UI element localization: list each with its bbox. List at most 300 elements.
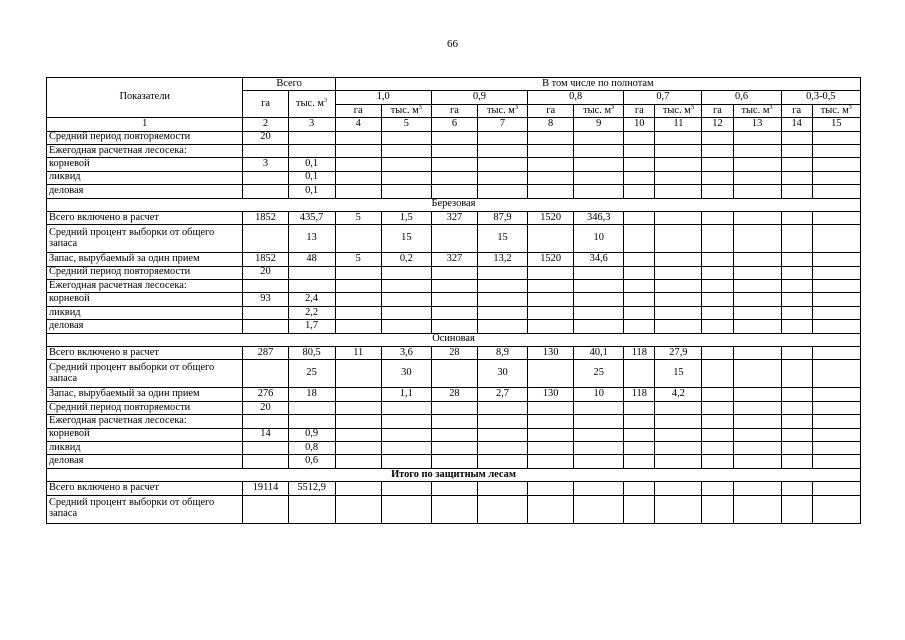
table-cell [288, 415, 335, 428]
table-cell [733, 347, 781, 360]
table-cell [812, 306, 860, 319]
table-cell [431, 360, 477, 388]
table-cell: 1,5 [381, 211, 431, 224]
table-cell [381, 185, 431, 198]
density-ha-header: га [431, 104, 477, 117]
table-cell [655, 225, 702, 253]
table-cell: 10 [574, 388, 624, 401]
table-row [47, 441, 861, 454]
table-cell [335, 131, 381, 144]
table-cell [812, 171, 860, 184]
table-row [47, 185, 861, 198]
table-cell [528, 455, 574, 468]
table-cell [431, 320, 477, 333]
table-cell [335, 320, 381, 333]
table-cell [702, 388, 733, 401]
density-ha-header: га [528, 104, 574, 117]
table-cell [477, 415, 527, 428]
table-cell [477, 455, 527, 468]
table-cell: 327 [431, 253, 477, 266]
column-number: 12 [702, 118, 733, 131]
table-cell [624, 144, 655, 157]
table-cell [781, 415, 812, 428]
table-cell [243, 225, 288, 253]
table-cell [781, 266, 812, 279]
table-cell [781, 495, 812, 523]
table-cell: 15 [477, 225, 527, 253]
table-cell: 11 [335, 347, 381, 360]
table-cell: 13 [288, 225, 335, 253]
table-cell [733, 401, 781, 414]
indicators-header: Показатели [47, 78, 243, 118]
table-cell [781, 482, 812, 495]
table-row [47, 225, 861, 253]
table-cell: 80,5 [288, 347, 335, 360]
table-cell [812, 131, 860, 144]
table-cell: 27,9 [655, 347, 702, 360]
table-cell: 28 [431, 347, 477, 360]
table-cell [335, 171, 381, 184]
table-cell [381, 171, 431, 184]
table-cell [812, 144, 860, 157]
table-cell [702, 158, 733, 171]
table-cell [733, 428, 781, 441]
table-cell [812, 441, 860, 454]
table-cell [812, 293, 860, 306]
table-cell [574, 306, 624, 319]
table-cell: 130 [528, 388, 574, 401]
table-row [47, 280, 861, 293]
table-cell [781, 320, 812, 333]
table-cell [781, 401, 812, 414]
table-cell [624, 482, 655, 495]
table-cell [624, 455, 655, 468]
table-row [47, 211, 861, 224]
table-cell [335, 225, 381, 253]
row-label: деловая [47, 320, 243, 333]
row-label: Средний процент выборки от общего запаса [47, 225, 243, 253]
table-cell [624, 131, 655, 144]
table-cell [243, 415, 288, 428]
table-cell [243, 185, 288, 198]
table-cell: 0,1 [288, 158, 335, 171]
table-cell [733, 144, 781, 157]
table-cell: 15 [655, 360, 702, 388]
table-cell: 10 [574, 225, 624, 253]
table-cell: 28 [431, 388, 477, 401]
table-cell [528, 495, 574, 523]
table-cell [381, 428, 431, 441]
table-cell: 2,2 [288, 306, 335, 319]
table-cell [702, 495, 733, 523]
table-cell [288, 131, 335, 144]
row-label: ликвид [47, 171, 243, 184]
table-cell [335, 415, 381, 428]
table-row [47, 401, 861, 414]
table-cell: 327 [431, 211, 477, 224]
table-cell [335, 293, 381, 306]
table-cell [733, 293, 781, 306]
table-cell [243, 455, 288, 468]
table-cell [381, 482, 431, 495]
section-title: Осиновая [47, 333, 861, 346]
table-cell [655, 211, 702, 224]
table-cell [381, 495, 431, 523]
density-header: 0,7 [624, 91, 702, 104]
table-cell [335, 455, 381, 468]
table-cell: 287 [243, 347, 288, 360]
table-cell [812, 388, 860, 401]
table-cell [812, 415, 860, 428]
table-cell [528, 428, 574, 441]
row-label: Ежегодная расчетная лесосека: [47, 415, 243, 428]
table-cell [702, 171, 733, 184]
table-cell [243, 441, 288, 454]
table-cell [733, 360, 781, 388]
table-cell [243, 306, 288, 319]
table-cell [477, 144, 527, 157]
table-cell [733, 171, 781, 184]
table-cell [288, 144, 335, 157]
table-cell [381, 158, 431, 171]
table-cell [702, 320, 733, 333]
table-cell [624, 441, 655, 454]
row-label: корневой [47, 428, 243, 441]
column-number: 2 [243, 118, 288, 131]
table-cell [574, 320, 624, 333]
table-cell [574, 185, 624, 198]
table-cell [528, 144, 574, 157]
total-header: Всего [243, 78, 335, 91]
table-cell [431, 280, 477, 293]
table-row [47, 495, 861, 523]
table-cell [528, 266, 574, 279]
column-number: 10 [624, 118, 655, 131]
table-cell [812, 495, 860, 523]
table-cell [477, 401, 527, 414]
table-cell [624, 185, 655, 198]
table-cell [702, 428, 733, 441]
table-cell [335, 388, 381, 401]
table-cell [335, 158, 381, 171]
table-cell: 2,7 [477, 388, 527, 401]
table-cell [574, 131, 624, 144]
table-cell: 1,7 [288, 320, 335, 333]
table-cell [655, 185, 702, 198]
table-cell [781, 428, 812, 441]
row-label: ликвид [47, 441, 243, 454]
table-cell: 30 [381, 360, 431, 388]
table-row [47, 388, 861, 401]
table-cell [477, 266, 527, 279]
table-cell: 20 [243, 266, 288, 279]
table-cell: 19114 [243, 482, 288, 495]
table-cell [335, 441, 381, 454]
table-cell: 25 [288, 360, 335, 388]
density-header: 0,8 [528, 91, 624, 104]
table-cell [702, 185, 733, 198]
density-header: 1,0 [335, 91, 431, 104]
table-cell [733, 388, 781, 401]
table-cell [477, 320, 527, 333]
table-cell: 0,2 [381, 253, 431, 266]
table-cell [733, 482, 781, 495]
table-cell [781, 293, 812, 306]
table-cell [781, 158, 812, 171]
row-label: Запас, вырубаемый за один прием [47, 388, 243, 401]
section-row [47, 468, 861, 481]
column-number: 1 [47, 118, 243, 131]
table-cell [781, 360, 812, 388]
table-cell: 5 [335, 253, 381, 266]
table-cell [335, 428, 381, 441]
row-label: Ежегодная расчетная лесосека: [47, 280, 243, 293]
table-cell [528, 306, 574, 319]
density-volume-header: тыс. $м^3$ [574, 104, 624, 117]
table-row [47, 428, 861, 441]
density-volume-header: тыс. $м^3$ [733, 104, 781, 117]
table-cell [655, 144, 702, 157]
table-cell [624, 211, 655, 224]
table-cell [528, 158, 574, 171]
table-cell [381, 455, 431, 468]
table-cell [812, 401, 860, 414]
table-cell [733, 306, 781, 319]
table-cell [335, 185, 381, 198]
table-cell: 2,4 [288, 293, 335, 306]
table-cell: 5512,9 [288, 482, 335, 495]
table-cell [574, 158, 624, 171]
table-cell [381, 441, 431, 454]
table-cell [655, 253, 702, 266]
table-cell [702, 266, 733, 279]
table-cell [528, 441, 574, 454]
table-cell [812, 253, 860, 266]
table-cell [781, 211, 812, 224]
table-cell [812, 482, 860, 495]
row-label: Всего включено в расчет [47, 482, 243, 495]
table-cell: 1520 [528, 253, 574, 266]
table-cell [528, 320, 574, 333]
table-cell: 18 [288, 388, 335, 401]
table-cell: 87,9 [477, 211, 527, 224]
density-ha-header: га [335, 104, 381, 117]
table-cell [655, 158, 702, 171]
table-row [47, 320, 861, 333]
table-cell [335, 144, 381, 157]
table-cell [477, 293, 527, 306]
density-ha-header: га [781, 104, 812, 117]
table-cell [528, 360, 574, 388]
table-cell [733, 415, 781, 428]
row-label: деловая [47, 185, 243, 198]
table-cell [702, 144, 733, 157]
table-cell [781, 171, 812, 184]
table-cell [431, 482, 477, 495]
table-cell [624, 401, 655, 414]
table-cell [812, 360, 860, 388]
table-cell [431, 428, 477, 441]
table-cell [528, 401, 574, 414]
column-number: 4 [335, 118, 381, 131]
table-cell [781, 253, 812, 266]
table-cell [431, 144, 477, 157]
table-cell [733, 320, 781, 333]
table-cell: 0,1 [288, 185, 335, 198]
table-cell [431, 455, 477, 468]
table-cell [574, 280, 624, 293]
table-cell [702, 415, 733, 428]
table-cell [477, 280, 527, 293]
table-cell [733, 131, 781, 144]
table-cell [624, 253, 655, 266]
table-cell: 435,7 [288, 211, 335, 224]
table-cell [655, 482, 702, 495]
table-cell: 118 [624, 347, 655, 360]
table-cell [812, 266, 860, 279]
table-cell [381, 280, 431, 293]
table-cell: 3 [243, 158, 288, 171]
table-cell [702, 293, 733, 306]
table-cell [624, 266, 655, 279]
table-cell [528, 293, 574, 306]
table-cell [624, 415, 655, 428]
row-label: Средний период повторяемости [47, 266, 243, 279]
column-number: 14 [781, 118, 812, 131]
density-ha-header: га [702, 104, 733, 117]
table-cell [335, 360, 381, 388]
table-cell [655, 401, 702, 414]
column-number: 9 [574, 118, 624, 131]
table-cell [781, 455, 812, 468]
row-label: Всего включено в расчет [47, 211, 243, 224]
table-cell [335, 401, 381, 414]
column-number-row [47, 118, 861, 131]
table-row [47, 158, 861, 171]
table-cell [733, 211, 781, 224]
table-cell [477, 171, 527, 184]
table-cell [243, 495, 288, 523]
table-cell [477, 495, 527, 523]
table-cell [781, 225, 812, 253]
table-cell [733, 253, 781, 266]
table-cell [431, 225, 477, 253]
density-volume-header: тыс. $м^3$ [655, 104, 702, 117]
section-row [47, 198, 861, 211]
table-cell: 4,2 [655, 388, 702, 401]
table-cell: 1852 [243, 211, 288, 224]
table-cell [733, 495, 781, 523]
density-header: 0,9 [431, 91, 527, 104]
density-ha-header: га [624, 104, 655, 117]
header-row-1 [47, 78, 861, 91]
table-cell [431, 131, 477, 144]
table-cell: 93 [243, 293, 288, 306]
table-cell: 0,8 [288, 441, 335, 454]
table-cell [655, 280, 702, 293]
table-cell [288, 495, 335, 523]
table-row [47, 293, 861, 306]
table-cell [624, 428, 655, 441]
table-cell [477, 482, 527, 495]
table-row [47, 455, 861, 468]
table-cell [733, 158, 781, 171]
table-cell [431, 293, 477, 306]
table-cell [733, 185, 781, 198]
table-cell [624, 225, 655, 253]
column-number: 13 [733, 118, 781, 131]
table-row [47, 171, 861, 184]
table-cell: 20 [243, 131, 288, 144]
table-cell [781, 388, 812, 401]
table-cell [812, 280, 860, 293]
column-number: 11 [655, 118, 702, 131]
row-label: Запас, вырубаемый за один прием [47, 253, 243, 266]
table-cell [431, 401, 477, 414]
table-cell: 14 [243, 428, 288, 441]
row-label: Средний процент выборки от общего запаса [47, 495, 243, 523]
table-cell [335, 266, 381, 279]
table-cell [288, 401, 335, 414]
table-cell [812, 225, 860, 253]
table-row [47, 266, 861, 279]
table-cell: 8,9 [477, 347, 527, 360]
column-number: 7 [477, 118, 527, 131]
table-cell [781, 185, 812, 198]
column-number: 3 [288, 118, 335, 131]
density-volume-header: тыс. $м^3$ [812, 104, 860, 117]
row-label: корневой [47, 293, 243, 306]
row-label: корневой [47, 158, 243, 171]
table-cell: 34,6 [574, 253, 624, 266]
density-header: 0,3-0,5 [781, 91, 860, 104]
density-header: 0,6 [702, 91, 781, 104]
column-number: 5 [381, 118, 431, 131]
table-cell [431, 415, 477, 428]
table-cell [574, 144, 624, 157]
table-cell [781, 144, 812, 157]
table-cell [812, 320, 860, 333]
table-cell [431, 495, 477, 523]
table-cell [781, 306, 812, 319]
table-cell [702, 225, 733, 253]
table-cell [288, 280, 335, 293]
table-cell [655, 415, 702, 428]
table-cell [477, 131, 527, 144]
table-cell [702, 280, 733, 293]
section-title: Березовая [47, 198, 861, 211]
table-cell [812, 185, 860, 198]
by-density-header: В том числе по полнотам [335, 78, 860, 91]
table-cell: 0,1 [288, 171, 335, 184]
table-cell [574, 495, 624, 523]
table-cell: 3,6 [381, 347, 431, 360]
column-number: 8 [528, 118, 574, 131]
row-label: Всего включено в расчет [47, 347, 243, 360]
table-row [47, 144, 861, 157]
table-cell [733, 441, 781, 454]
table-cell [381, 293, 431, 306]
table-cell [733, 266, 781, 279]
table-cell [624, 293, 655, 306]
table-cell [655, 131, 702, 144]
table-cell [528, 482, 574, 495]
table-cell [812, 428, 860, 441]
table-cell [624, 158, 655, 171]
table-cell: 0,6 [288, 455, 335, 468]
table-cell [655, 320, 702, 333]
row-label: Средний период повторяемости [47, 131, 243, 144]
